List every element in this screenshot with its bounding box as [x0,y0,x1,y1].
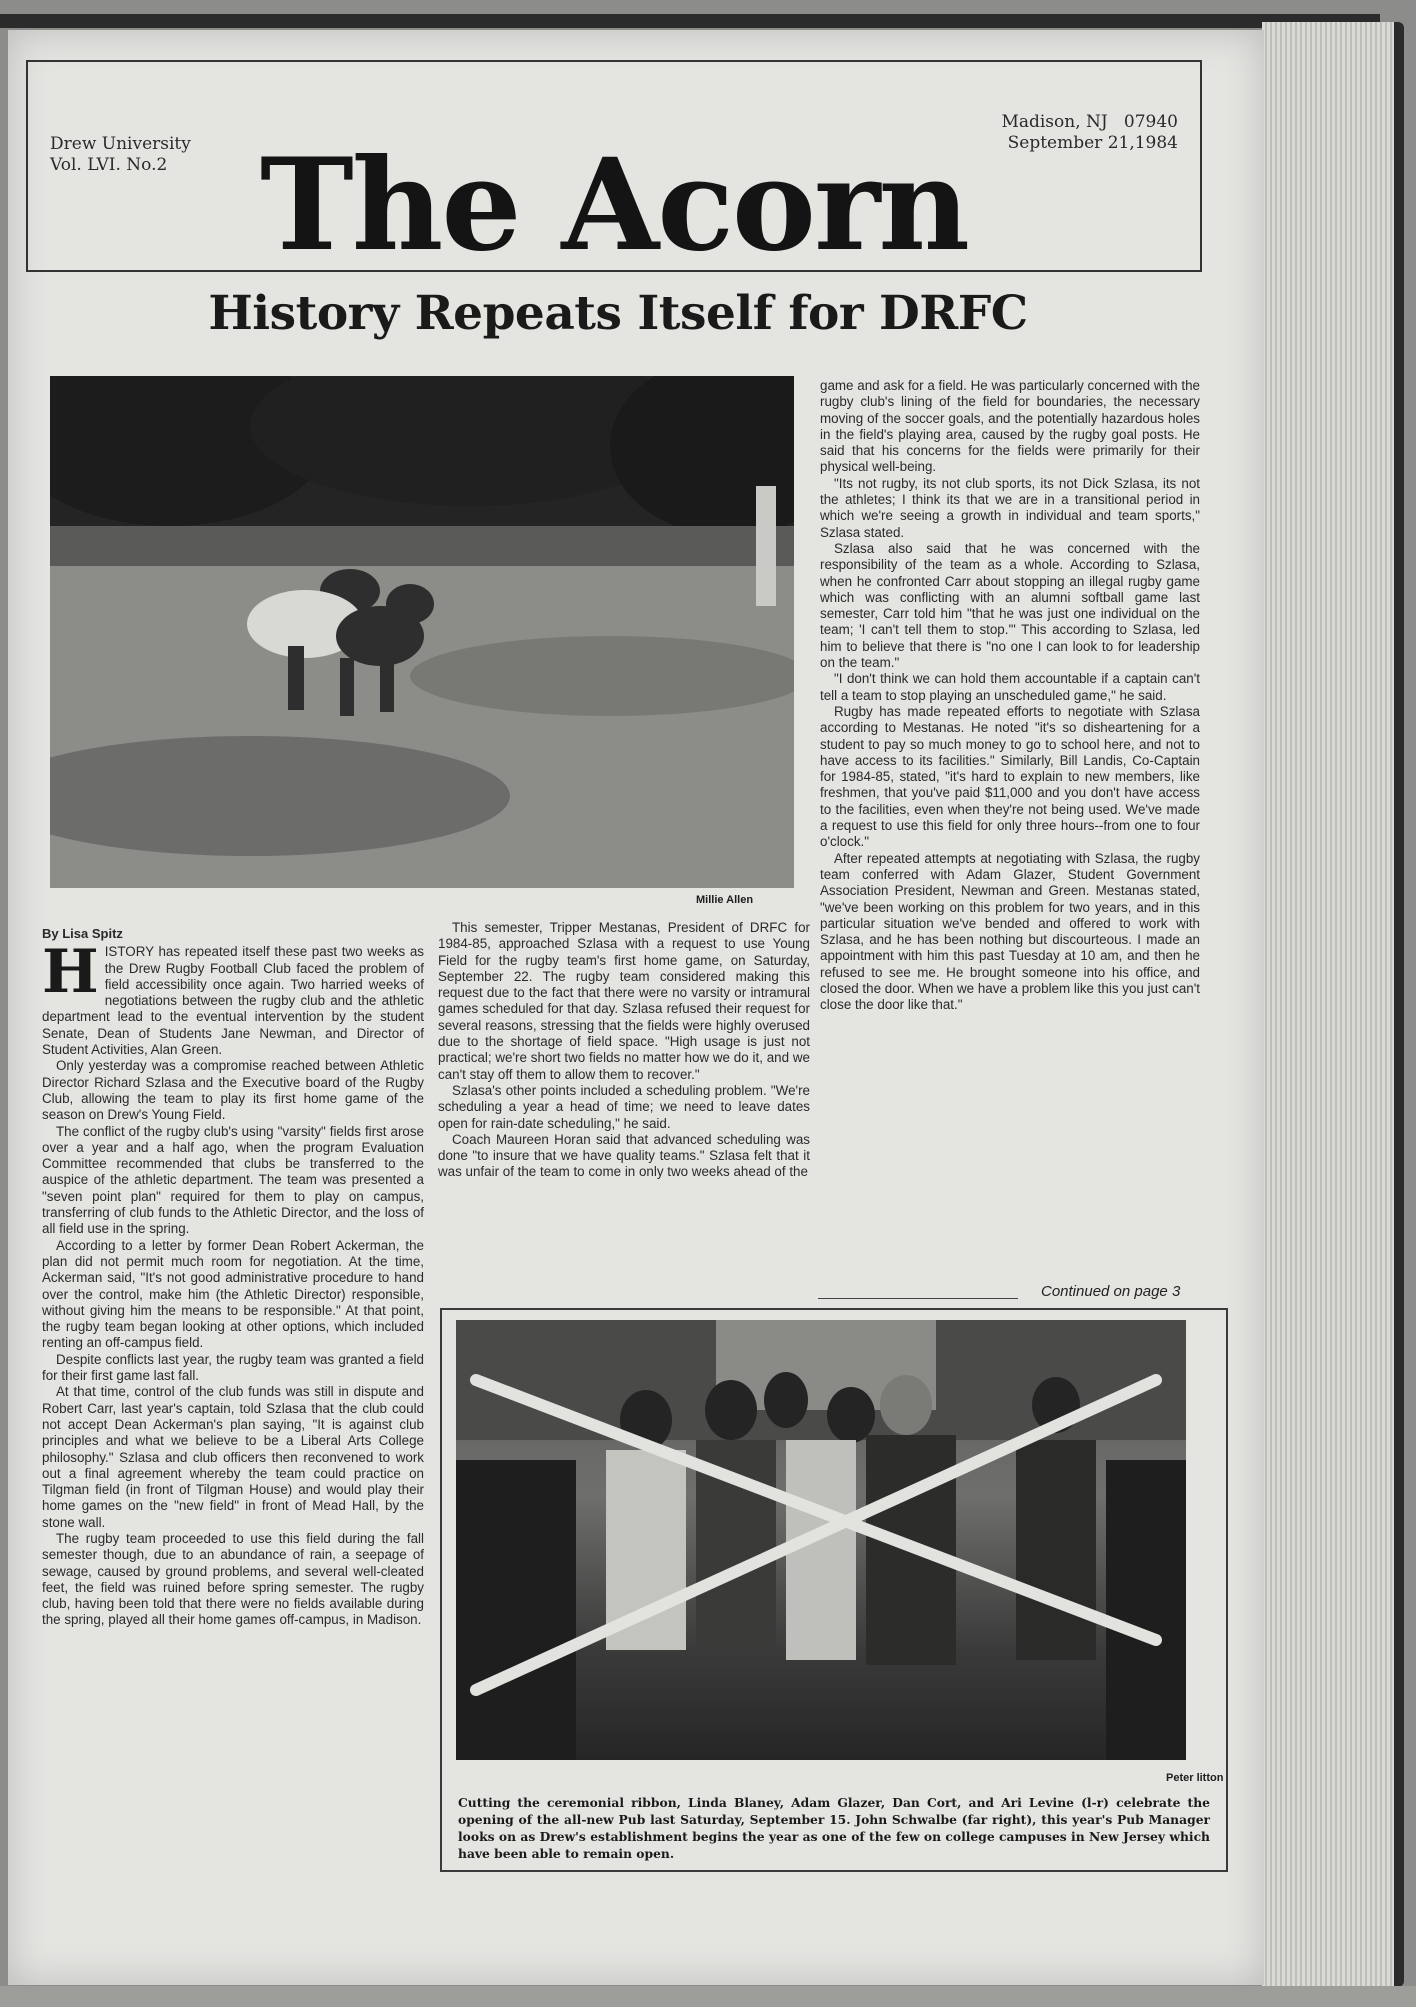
paragraph: Rugby has made repeated efforts to negotiate with Szlasa according to Mestanas. He noted "it's so disheartening for a student to pay so much money to go to school here, and not to have access to its facilities." Similarly, Bill Landis, Co-Captain for 1984-85, stated, "it's hard to explain to new members, like freshmen, that you've paid $11,000 and you don't have access to the facilities, even when they're not being used. We've made a request to use this field for only three hours--from one to four o'clock." [820,703,1200,850]
university-name: Drew University [50,134,191,154]
scan-bottom-edge [0,1986,1416,2007]
paragraph: Only yesterday was a compromise reached between Athletic Director Richard Szlasa and the Executive board of the Rugby Club, allowing the team to play its first home game of the season on Drew's Young Field. [42,1058,424,1123]
newspaper-page [8,30,1264,1985]
continued-rule [818,1298,1018,1299]
paragraph: After repeated attempts at negotiating with Szlasa, the rugby team conferred with Adam Glazer, Student Government Association President, Newman and Green. Mestanas stated, "we've been working on this problem for two years, and in this particular situation we've bended and offered to work with Szlasa, and he has been nothing but discourteous. I made an appointment with him this past Tuesday at 10 am, and then he refused to see me. He brought someone into his office, and closed the door. When we have a problem like this you just can't close the door like that." [820,850,1200,1013]
paragraph: This semester, Tripper Mestanas, President of DRFC for 1984-85, approached Szlasa with a request to use Young Field for the rugby team's first home game, on Saturday, September 22. The rugby team considered making this request due to the fact that there were no varsity or intramural games scheduled for that day. Szlasa refused their request for several reasons, stressing that the fields were highly overused due to the shortage of field space. "High usage is just not practical; we're short two fields no matter how we do it, and we can't stay off them to allow them to recover." [438,920,810,1082]
paragraph: Szlasa's other points included a scheduling problem. "We're scheduling a year a head of time; we need to leave dates open for rain-date scheduling," he said. [438,1082,810,1131]
photo-credit: Millie Allen [696,894,754,906]
issue-date: September 21,1984 [1007,133,1178,153]
paragraph: The conflict of the rugby club's using "varsity" fields first arose over a year and a half ago, when the program Evaluation Committee recommended that clubs be transferred to the auspice of the athletic department. The team was presented a "seven point plan" required for them to play on campus, transferring of club funds to the Athletic Director, and the loss of all field use in the spring. [42,1123,424,1237]
paragraph: According to a letter by former Dean Robert Ackerman, the plan did not permit much room for negotiation. At the time, Ackerman said, "It's not good administrative procedure to hand over the control, make him (the Athletic Director) responsible, without giving him the means to be responsible." At that point, the rugby team began looking at other options, which included renting an off-campus field. [42,1237,424,1351]
rugby-photo [50,376,794,888]
pub-photo-caption: Cutting the ceremonial ribbon, Linda Blaney, Adam Glazer, Dan Cort, and Ari Levine (l-r) celebrate the opening of the all-new Pub last Saturday, September 15. John Schwalbe (far right), this year's Pub Manager looks on as Drew's establishment begins the year as one of the few on college campuses in New Jersey which have been able to remain open. [458,1795,1210,1861]
paragraph: "I don't think we can hold them accountable if a captain can't tell a team to stop playing an unscheduled game," he said. [820,671,1200,703]
paragraph: At that time, control of the club funds was still in dispute and Robert Carr, last year's captain, told Szlasa that the club could not accept Dean Ackerman's plan saying, "It is against club principles and what we believe to be a Liberal Arts College philosophy." Szlasa and club officers then reconvened to work out a final agreement whereby the team could practice on Tilgman field (in front of Tilgman House) and would play their home games on the "new field" in front of Mead Hall, by the stone wall. [42,1384,424,1530]
book-cover-top [0,14,1380,28]
paragraph: "Its not rugby, its not club sports, its not Dick Szlasa, its not the athletes; I think its that we are in a transitional period in which we're seeing a growth in individual and team sports," Szlasa stated. [820,475,1200,540]
continued-on-page: Continued on page 3 [1041,1283,1181,1300]
paper-name: The Acorn [260,131,968,279]
paragraph: The rugby team proceeded to use this field during the fall semester though, due to an abundance of rain, a seepage of sewage, caused by ground problems, and several well-cleated feet, the field was ruined before spring semester. The rugby club, having been told that there were no fields available during the spring, played all their home games off-campus, in Madison. [42,1530,424,1628]
article-column-1 [42,926,424,1629]
paragraph: Szlasa also said that he was concerned with the responsibility of the team as a whole. According to Szlasa, when he confronted Carr about stopping an illegal rugby game which was conflicting with an alumni softball game last semester, Carr told him "that he was just one individual on the team; 'I can't tell them to stop.'" This according to Szlasa, led him to believe that there is "no one I can look to for leadership on the team." [820,540,1200,671]
pub-photo-credit: Peter litton [1166,1772,1224,1784]
rugby-photo-illustration [50,376,794,888]
pub-ribbon-photo [456,1320,1186,1760]
article-column-3 [820,378,1200,1014]
location: Madison, NJ 07940 [1001,112,1178,132]
paragraph: Coach Maureen Horan said that advanced scheduling was done "to insure that we have quality teams." Szlasa felt that it was unfair of the team to come in only two weeks ahead of the [438,1131,810,1180]
paragraph: game and ask for a field. He was particularly concerned with the rugby club's lining of the field for boundaries, the necessary moving of the soccer goals, and the potentially hazardous holes in the field's playing area, caused by the rugby goal posts. He said that his concerns for the fields were primarily for their physical well-being. [820,378,1200,475]
byline: By Lisa Spitz [42,926,123,941]
article-headline: History Repeats Itself for DRFC [208,286,1028,341]
drop-cap: H [42,937,99,1008]
volume-number: Vol. LVI. No.2 [50,155,168,175]
book-page-edges [1262,22,1404,1987]
masthead [26,60,1202,279]
paragraph: HISTORY has repeated itself these past two weeks as the Drew Rugby Football Club faced the problem of field accessibility once again. Two harried weeks of negotiations between the rugby club and the athletic department lead to the eventual intervention by the student Senate, Dean of Students Jane Newman, and Director of Student Activities, Alan Green. [42,937,424,1058]
pub-ribbon-illustration [456,1320,1186,1760]
article-column-2 [438,920,810,1181]
paragraph: Despite conflicts last year, the rugby team was granted a field for their first game last fall. [42,1351,424,1384]
